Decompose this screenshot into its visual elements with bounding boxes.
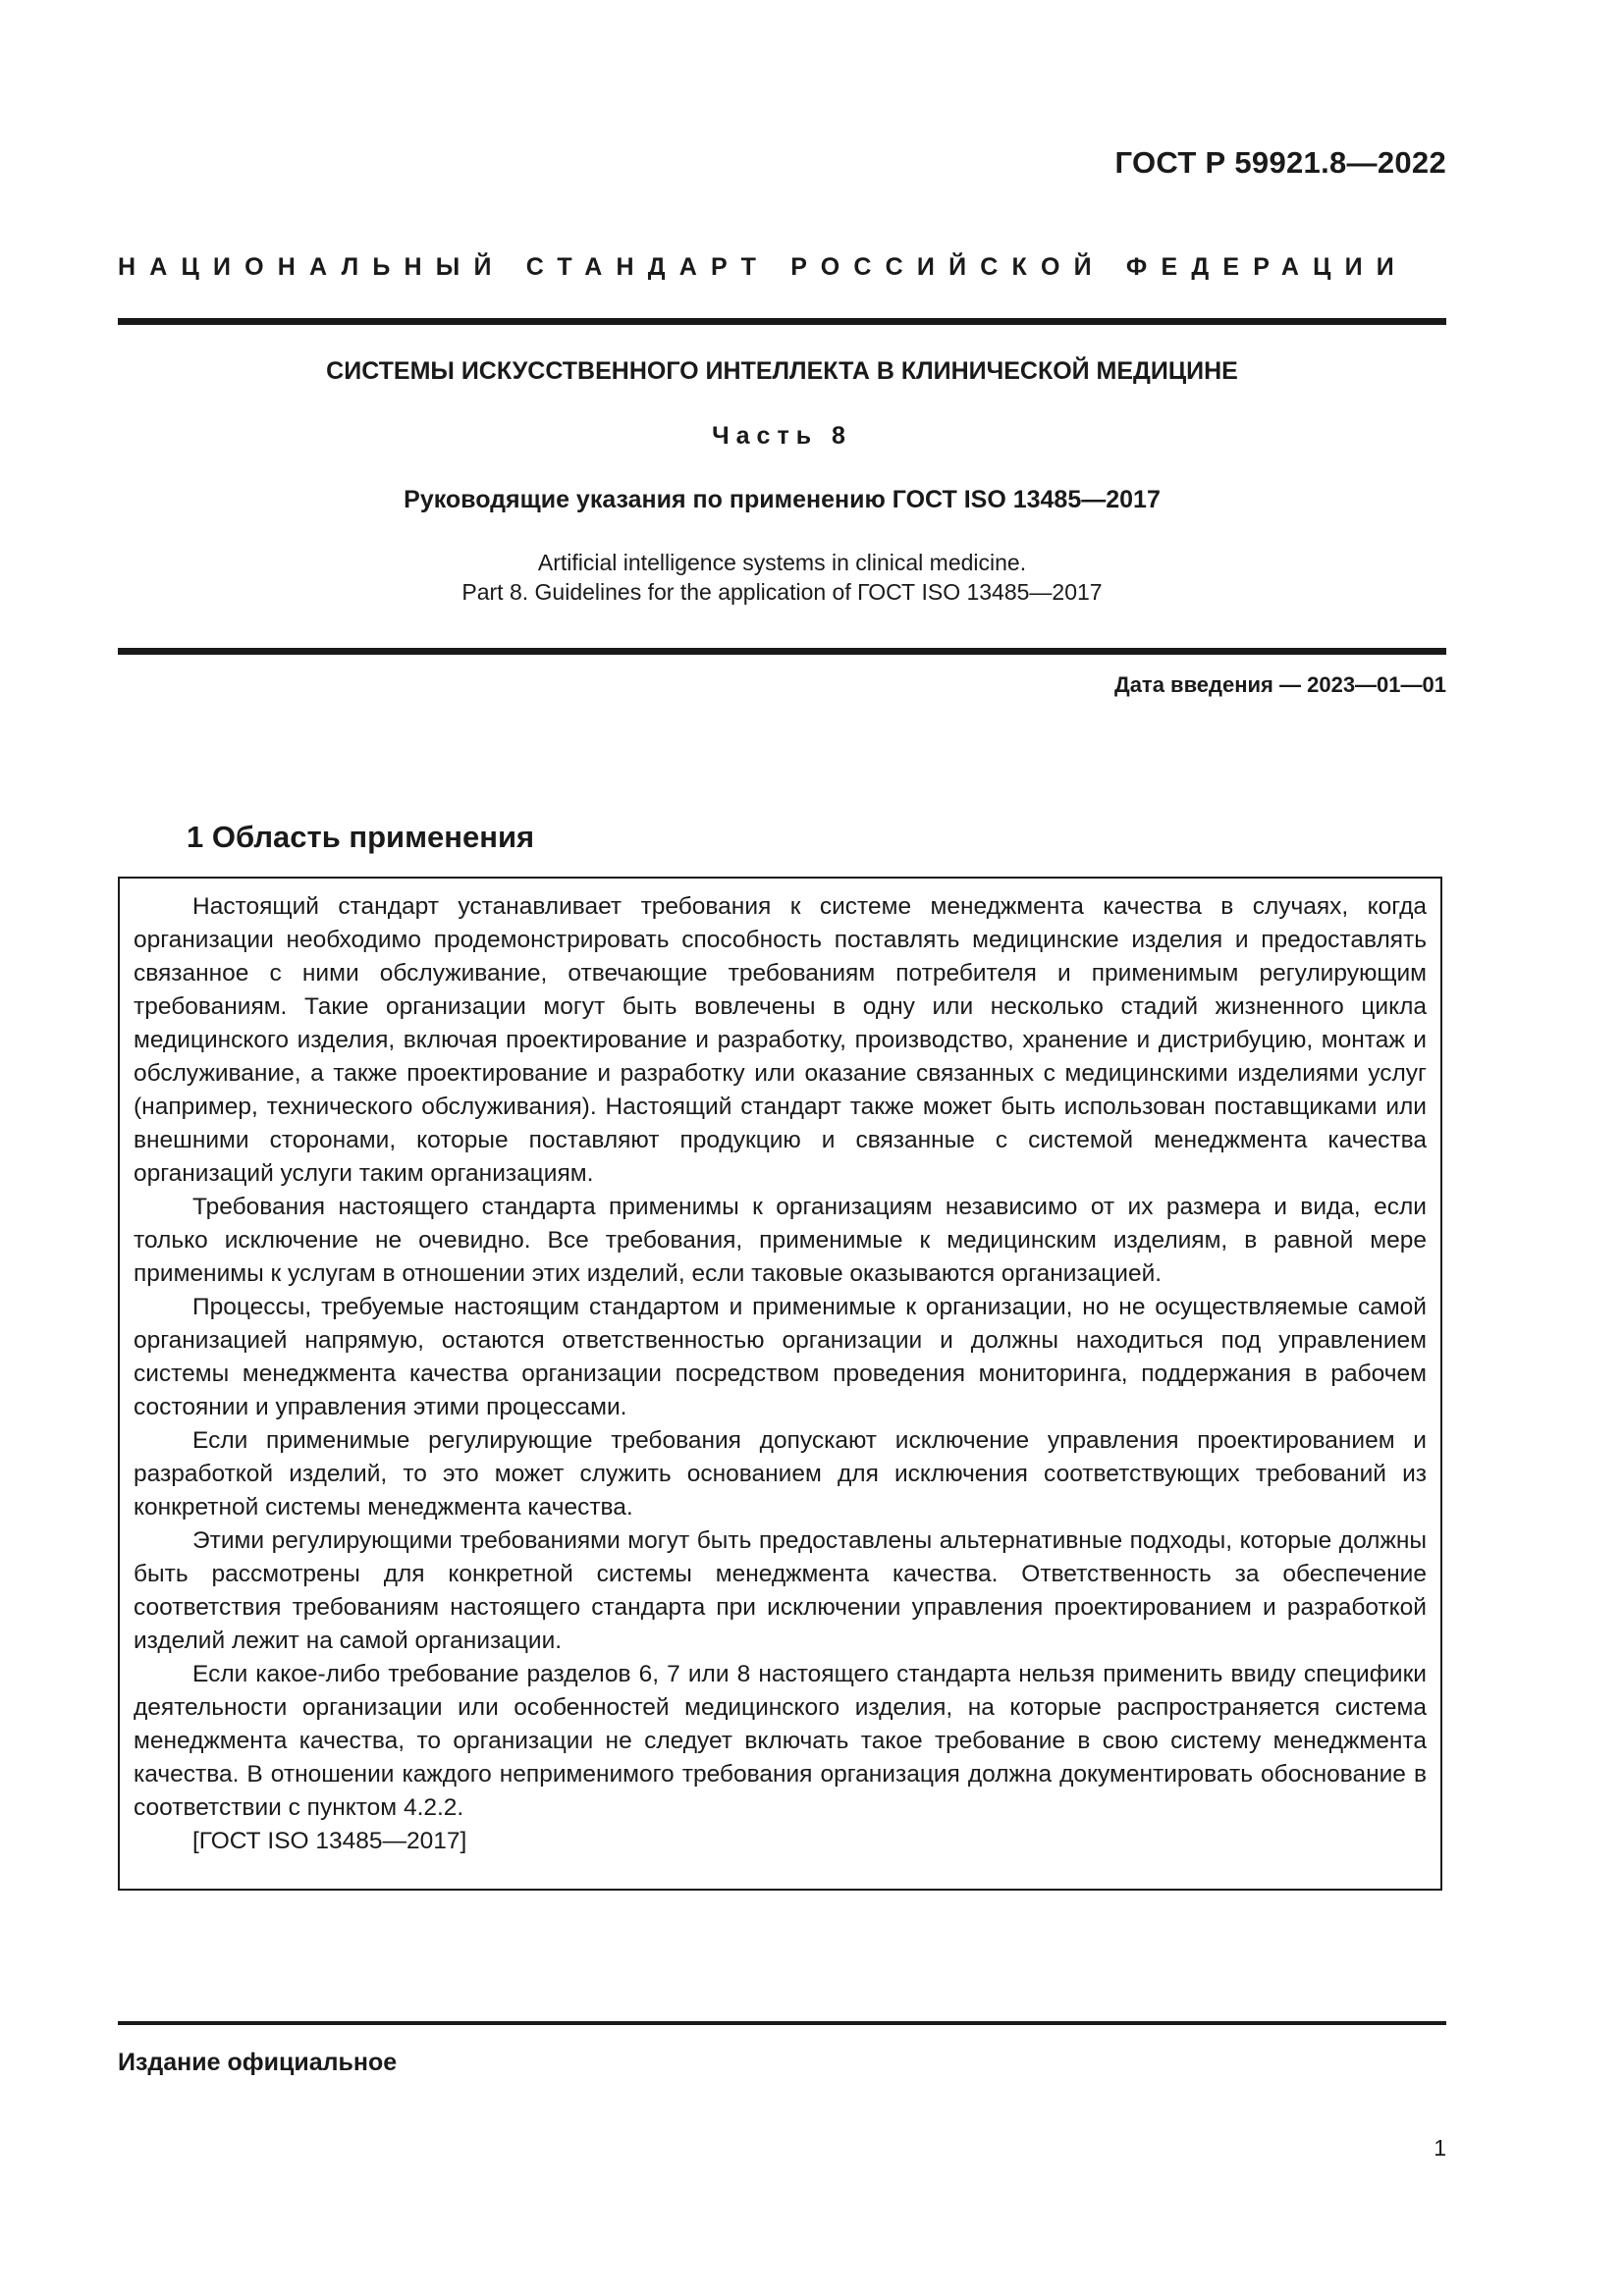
- scope-paragraph: Если применимые регулирующие требования допускают исключение управления проектированием и разработкой изделий, то это может служить основанием для исключения соответствующих требований из конкретной системы менеджмента качества.: [134, 1427, 1427, 1521]
- section-heading: 1 Область применения: [187, 820, 535, 854]
- title-divider: [118, 648, 1446, 655]
- top-divider: [118, 318, 1446, 325]
- introduction-date: Дата введения — 2023—01—01: [1114, 672, 1446, 697]
- scope-quote-box: [118, 877, 1442, 1891]
- footer-divider: [118, 2021, 1446, 2025]
- standard-number: ГОСТ Р 59921.8—2022: [1114, 145, 1446, 180]
- document-subtitle: Руководящие указания по применению ГОСТ ISO 13485—2017: [404, 486, 1161, 513]
- scope-paragraph: Этими регулирующими требованиями могут быть предоставлены альтернативные подходы, которые должны быть рассмотрены для конкретной системы менеджмента качества. Ответственность за обеспечение соответствия требованиям настоящего стандарта при исключении управления проектированием и разработкой изделий лежит на самой организации.: [134, 1527, 1427, 1654]
- document-title: СИСТЕМЫ ИСКУССТВЕННОГО ИНТЕЛЛЕКТА В КЛИНИЧЕСКОЙ МЕДИЦИНЕ: [326, 357, 1238, 385]
- scope-paragraph: Процессы, требуемые настоящим стандартом и применимые к организации, но не осуществляемые самой организацией напрямую, остаются ответственностью организации и должны находиться под управлением системы менеджмента качества организации посредством проведения мониторинга, поддержания в рабочем состоянии и управления этими процессами.: [134, 1294, 1427, 1420]
- part-label: Часть 8: [712, 422, 852, 450]
- page-number: 1: [1434, 2135, 1446, 2161]
- official-edition-label: Издание официальное: [118, 2049, 398, 2076]
- scope-paragraph: Настоящий стандарт устанавливает требования к системе менеджмента качества в случаях, когда организации необходимо продемонстрировать способность поставлять медицинские изделия и предоставлять связанное с ними обслуживание, отвечающие требованиям потребителя и применимым регулирующим требованиям. Такие организации могут быть вовлечены в одну или несколько стадий жизненного цикла медицинского изделия, включая проектирование и разработку, производство, хранение и дистрибуцию, монтаж и обслуживание, а также проектирование и разработку или оказание связанных с медицинскими изделиями услуг (например, технического обслуживания). Настоящий стандарт также может быть использован поставщиками или внешними сторонами, которые поставляют продукцию и связанные с системой менеджмента качества организаций услуги таким организациям.: [134, 893, 1427, 1187]
- document-page: [118, 0, 1446, 2296]
- national-standard-title: НАЦИОНАЛЬНЫЙ СТАНДАРТ РОССИЙСКОЙ ФЕДЕРАЦИИ: [118, 253, 1408, 281]
- english-title-line-2: Part 8. Guidelines for the application of ГОСТ ISO 13485—2017: [461, 579, 1103, 605]
- english-title-line-1: Artificial intelligence systems in clinical medicine.: [537, 550, 1027, 575]
- source-reference: [ГОСТ ISO 13485—2017]: [192, 1828, 467, 1854]
- scope-paragraph: Требования настоящего стандарта применимы к организациям независимо от их размера и вида, если только исключение не очевидно. Все требования, применимые к медицинским изделиям, в равной мере применимы к услугам в отношении этих изделий, если таковые оказываются организацией.: [134, 1194, 1427, 1287]
- scope-paragraph: Если какое-либо требование разделов 6, 7 или 8 настоящего стандарта нельзя применить ввиду специфики деятельности организации или особенностей медицинского изделия, на которые распространяется система менеджмента качества, то организации не следует включать такое требование в свою систему менеджмента качества. В отношении каждого неприменимого требования организация должна документировать обоснование в соответствии с пунктом 4.2.2.: [134, 1661, 1427, 1821]
